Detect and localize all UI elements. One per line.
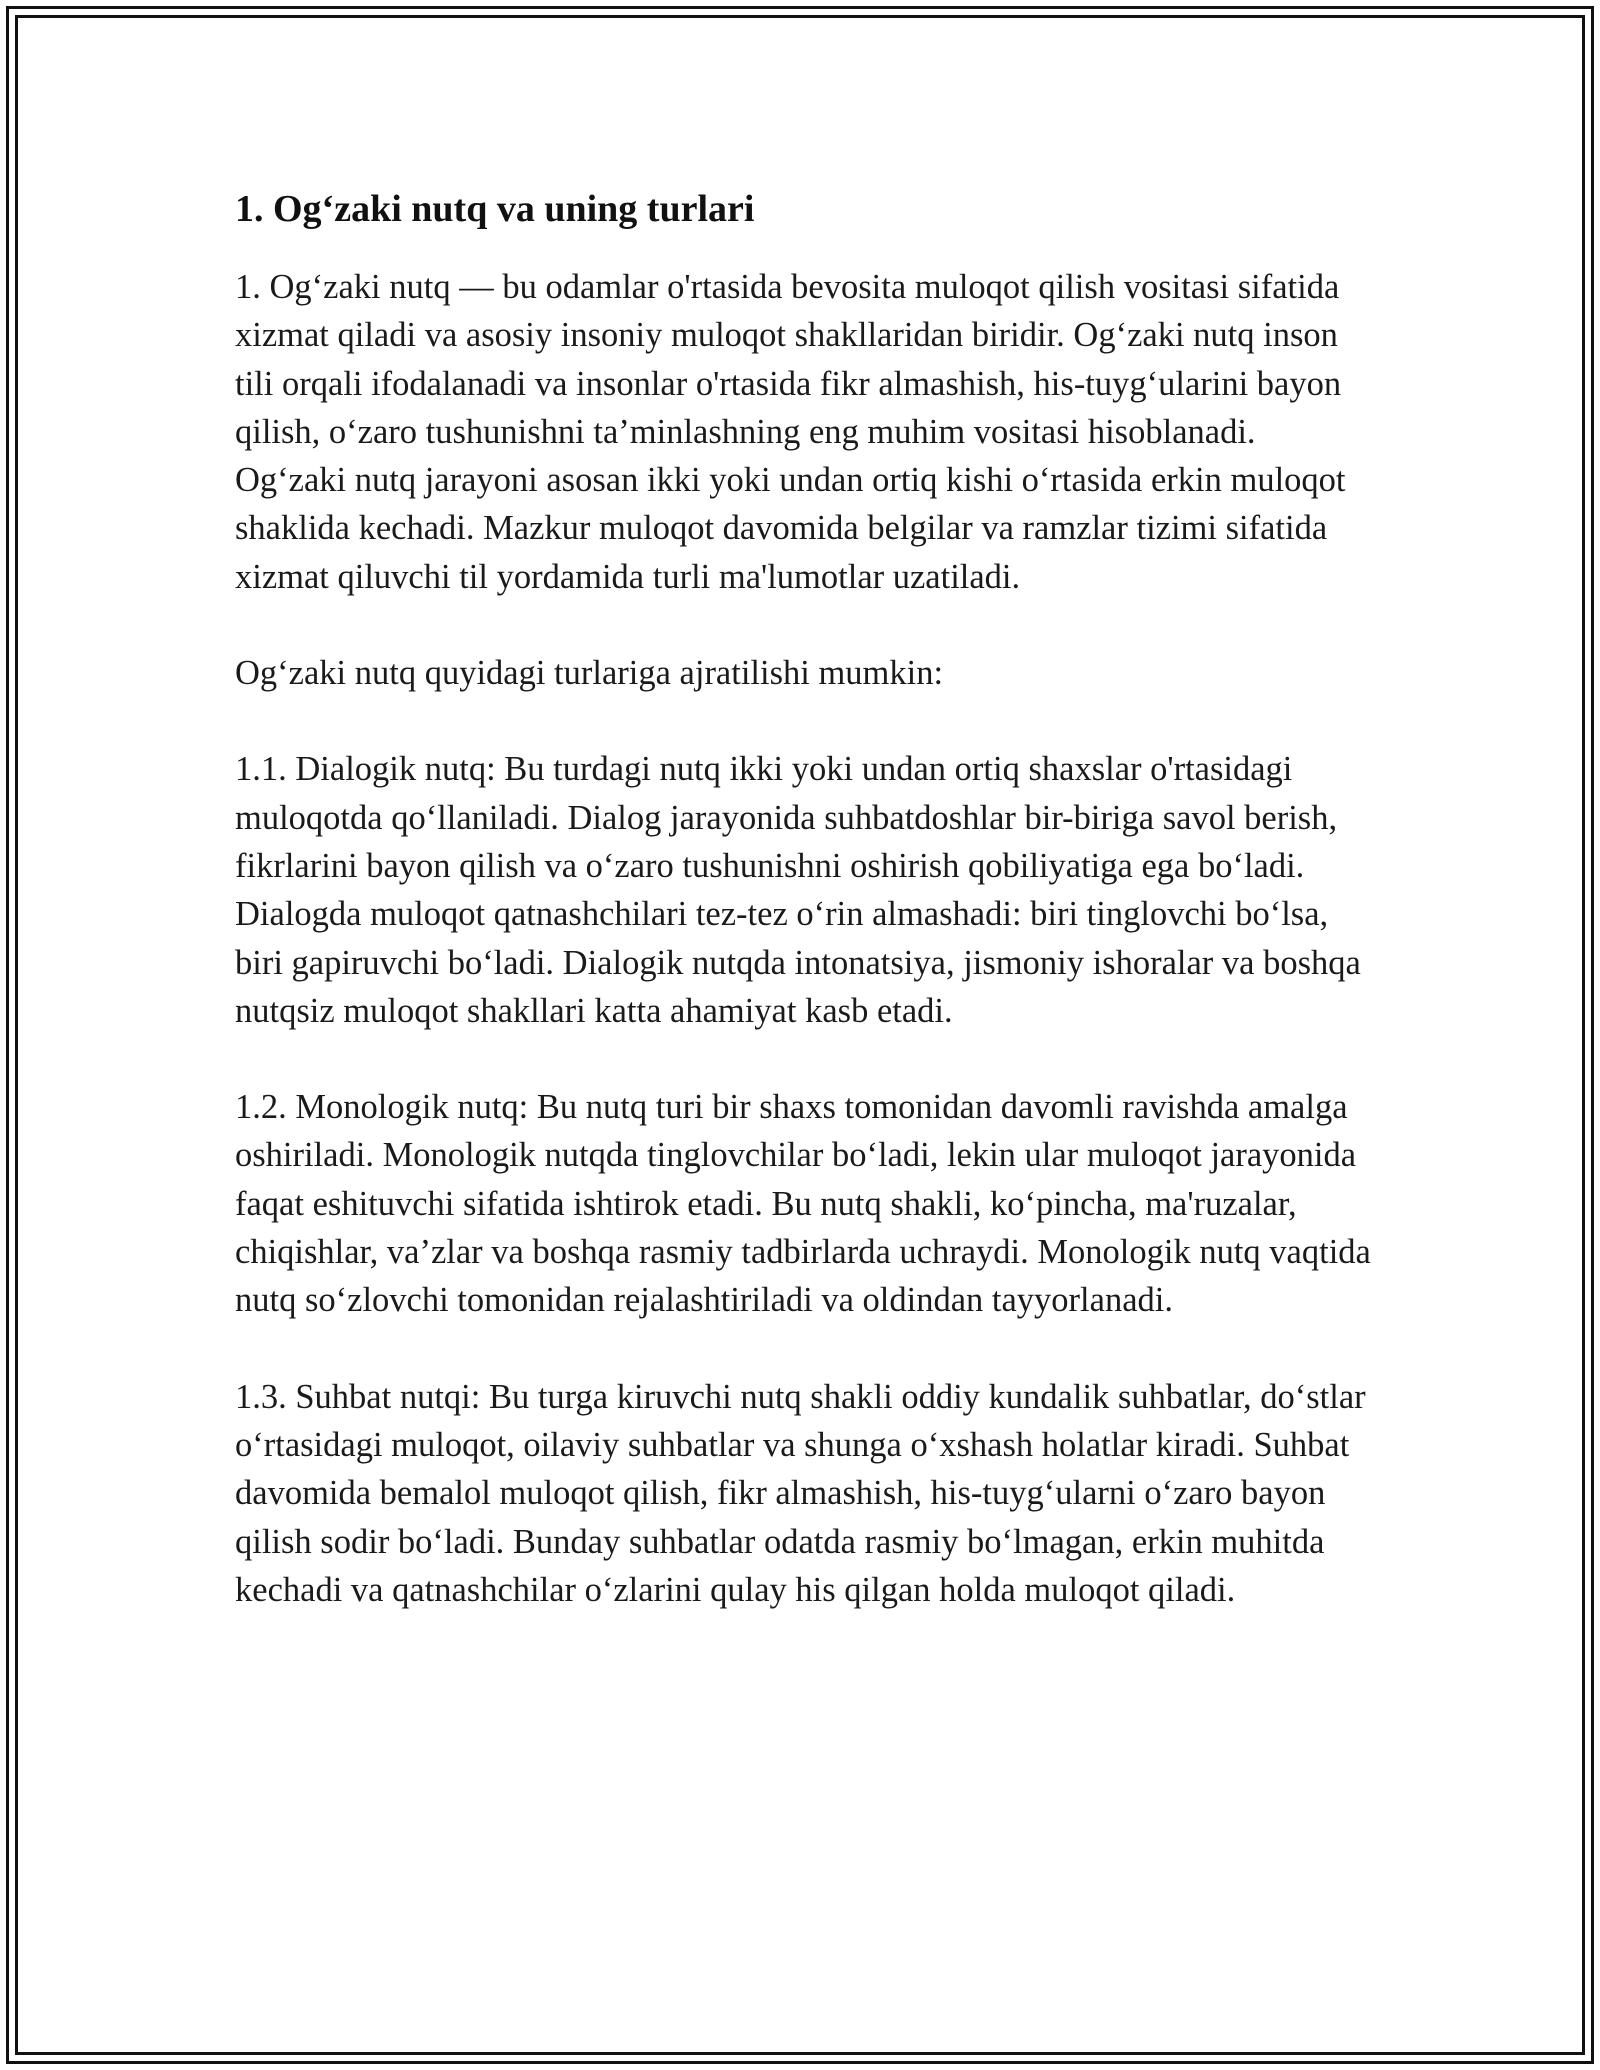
paragraph-types-lead: Og‘zaki nutq quyidagi turlariga ajratilishi mumkin: — [235, 654, 944, 693]
document-body — [235, 185, 1375, 1662]
paragraph-conversational: 1.3. Suhbat nutqi: Bu turga kiruvchi nutq shakli oddiy kundalik suhbatlar, do‘stlar o‘rtasidagi muloqot, oilaviy suhbatlar va shunga o‘xshash holatlar kiradi. Suhbat davomida bemalol muloqot qilish, fikr almashish, his-tuyg‘ularni o‘zaro bayon qilish sodir bo‘ladi. Bunday suhbatlar odatda rasmiy bo‘lmagan, erkin muhitda kechadi va qatnashchilar o‘zlarini qulay his qilgan holda muloqot qiladi. — [235, 1377, 1366, 1609]
paragraph-dialogic: 1.1. Dialogik nutq: Bu turdagi nutq ikki yoki undan ortiq shaxslar o'rtasidagi muloqotda qo‘llaniladi. Dialog jarayonida suhbatdoshlar bir-biriga savol berish, fikrlarini bayon qilish va o‘zaro tushunishni oshirish qobiliyatiga ega bo‘ladi. Dialogda muloqot qatnashchilari tez-tez o‘rin almashadi: biri tinglovchi bo‘lsa, biri gapiruvchi bo‘ladi. Dialogik nutqda intonatsiya, jismoniy ishoralar va boshqa nutqsiz muloqot shakllari katta ahamiyat kasb etadi. — [235, 750, 1361, 1030]
paragraph-monologic: 1.2. Monologik nutq: Bu nutq turi bir shaxs tomonidan davomli ravishda amalga oshiriladi. Monologik nutqda tinglovchilar bo‘ladi, lekin ular muloqot jarayonida faqat eshituvchi sifatida ishtirok etadi. Bu nutq shakli, ko‘pincha, ma'ruzalar, chiqishlar, va’zlar va boshqa rasmiy tadbirlarda uchraydi. Monologik nutq vaqtida nutq so‘zlovchi tomonidan rejalashtiriladi va oldindan tayyorlanadi. — [235, 1088, 1371, 1320]
paragraph-intro: 1. Og‘zaki nutq — bu odamlar o'rtasida bevosita muloqot qilish vositasi sifatida xizmat qiladi va asosiy insoniy muloqot shakllaridan biridir. Og‘zaki nutq inson tili orqali ifodalanadi va insonlar o'rtasida fikr almashish, his-tuyg‘ularini bayon qilish, o‘zaro tushunishni ta’minlashning eng muhim vositasi hisoblanadi. Og‘zaki nutq jarayoni asosan ikki yoki undan ortiq kishi o‘rtasida erkin muloqot shaklida kechadi. Mazkur muloqot davomida belgilar va ramzlar tizimi sifatida xizmat qiluvchi til yordamida turli ma'lumotlar uzatiladi. — [235, 268, 1346, 596]
document-title: 1. Og‘zaki nutq va uning turlari — [235, 188, 755, 230]
